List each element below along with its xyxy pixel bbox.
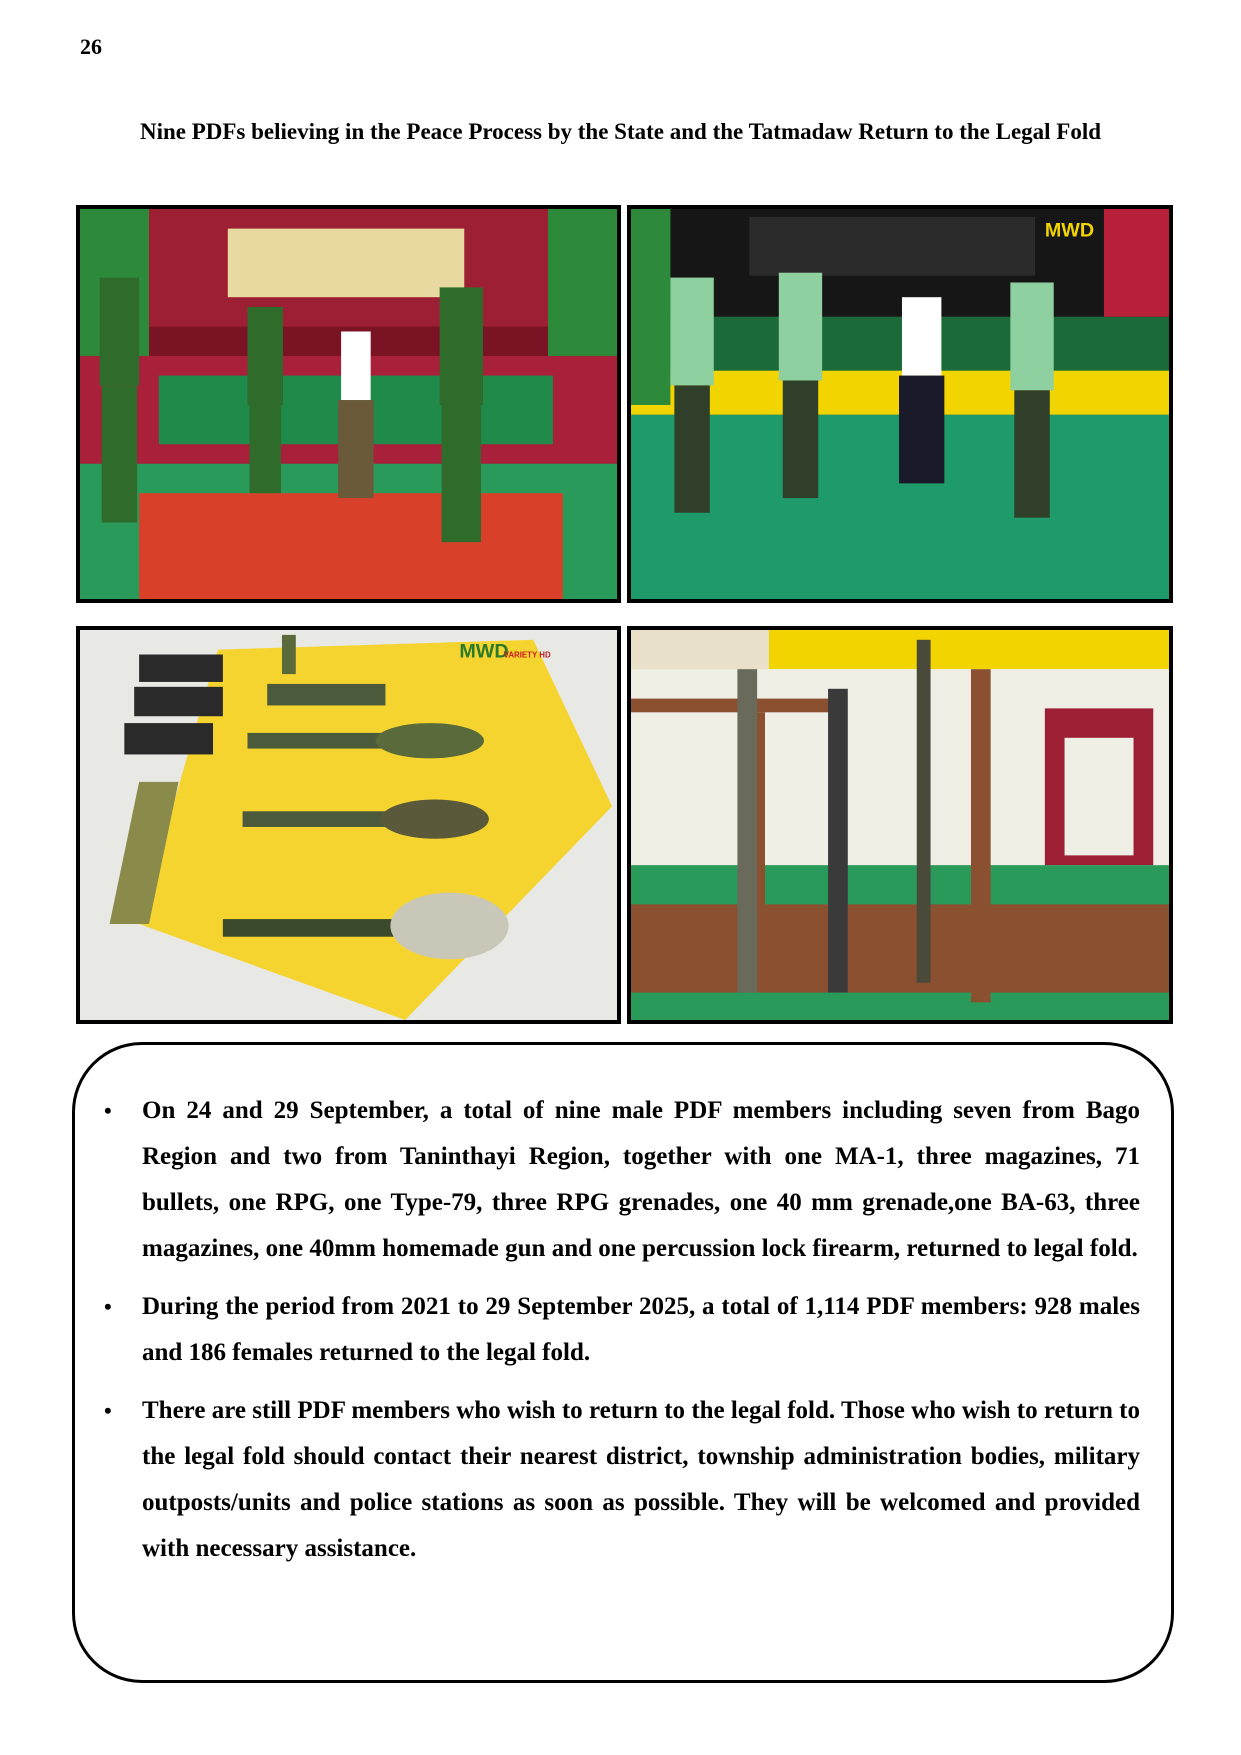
photo-weapons-display [76, 626, 621, 1024]
bullet-list [100, 1088, 1140, 1584]
list-item [100, 1388, 1140, 1572]
page-title: Nine PDFs believing in the Peace Process by the State and the Tatmadaw Return to the Legal Fold [139, 119, 1102, 144]
list-item [100, 1284, 1140, 1376]
list-item [100, 1088, 1140, 1272]
photo-ceremony-hall [627, 205, 1173, 603]
bullet-icon: • [104, 1398, 112, 1423]
photo-firearms-rack [627, 626, 1173, 1024]
bullet-icon: • [104, 1294, 112, 1319]
bullet-text: On 24 and 29 September, a total of nine male PDF members including seven from Bago Region and two from Taninthayi Region, together with one MA-1, three magazines, 71 bullets, one RPG, one Type-79, three RPG grenades, one 40 mm grenade,one BA-63, three magazines, one 40mm homemade gun and one percussion lock firearm, returned to legal fold. [142, 1097, 1140, 1262]
photo3-watermark: MWD [459, 640, 509, 663]
photo3-watermark-sub: VARIETY HD [503, 650, 551, 660]
photo2-watermark: MWD [1044, 219, 1095, 242]
bullet-icon: • [104, 1098, 112, 1123]
bullet-text: During the period from 2021 to 29 September 2025, a total of 1,114 PDF members: 928 males and 186 females returned to the legal fold. [142, 1293, 1140, 1366]
bullet-text: There are still PDF members who wish to return to the legal fold. Those who wish to return to the legal fold should contact their nearest district, township administration bodies, military outposts/units and police stations as soon as possible. They will be welcomed and provided with necessary assistance. [142, 1397, 1140, 1562]
photo-ceremony-stage [76, 205, 621, 603]
page-number: 26 [80, 34, 102, 59]
